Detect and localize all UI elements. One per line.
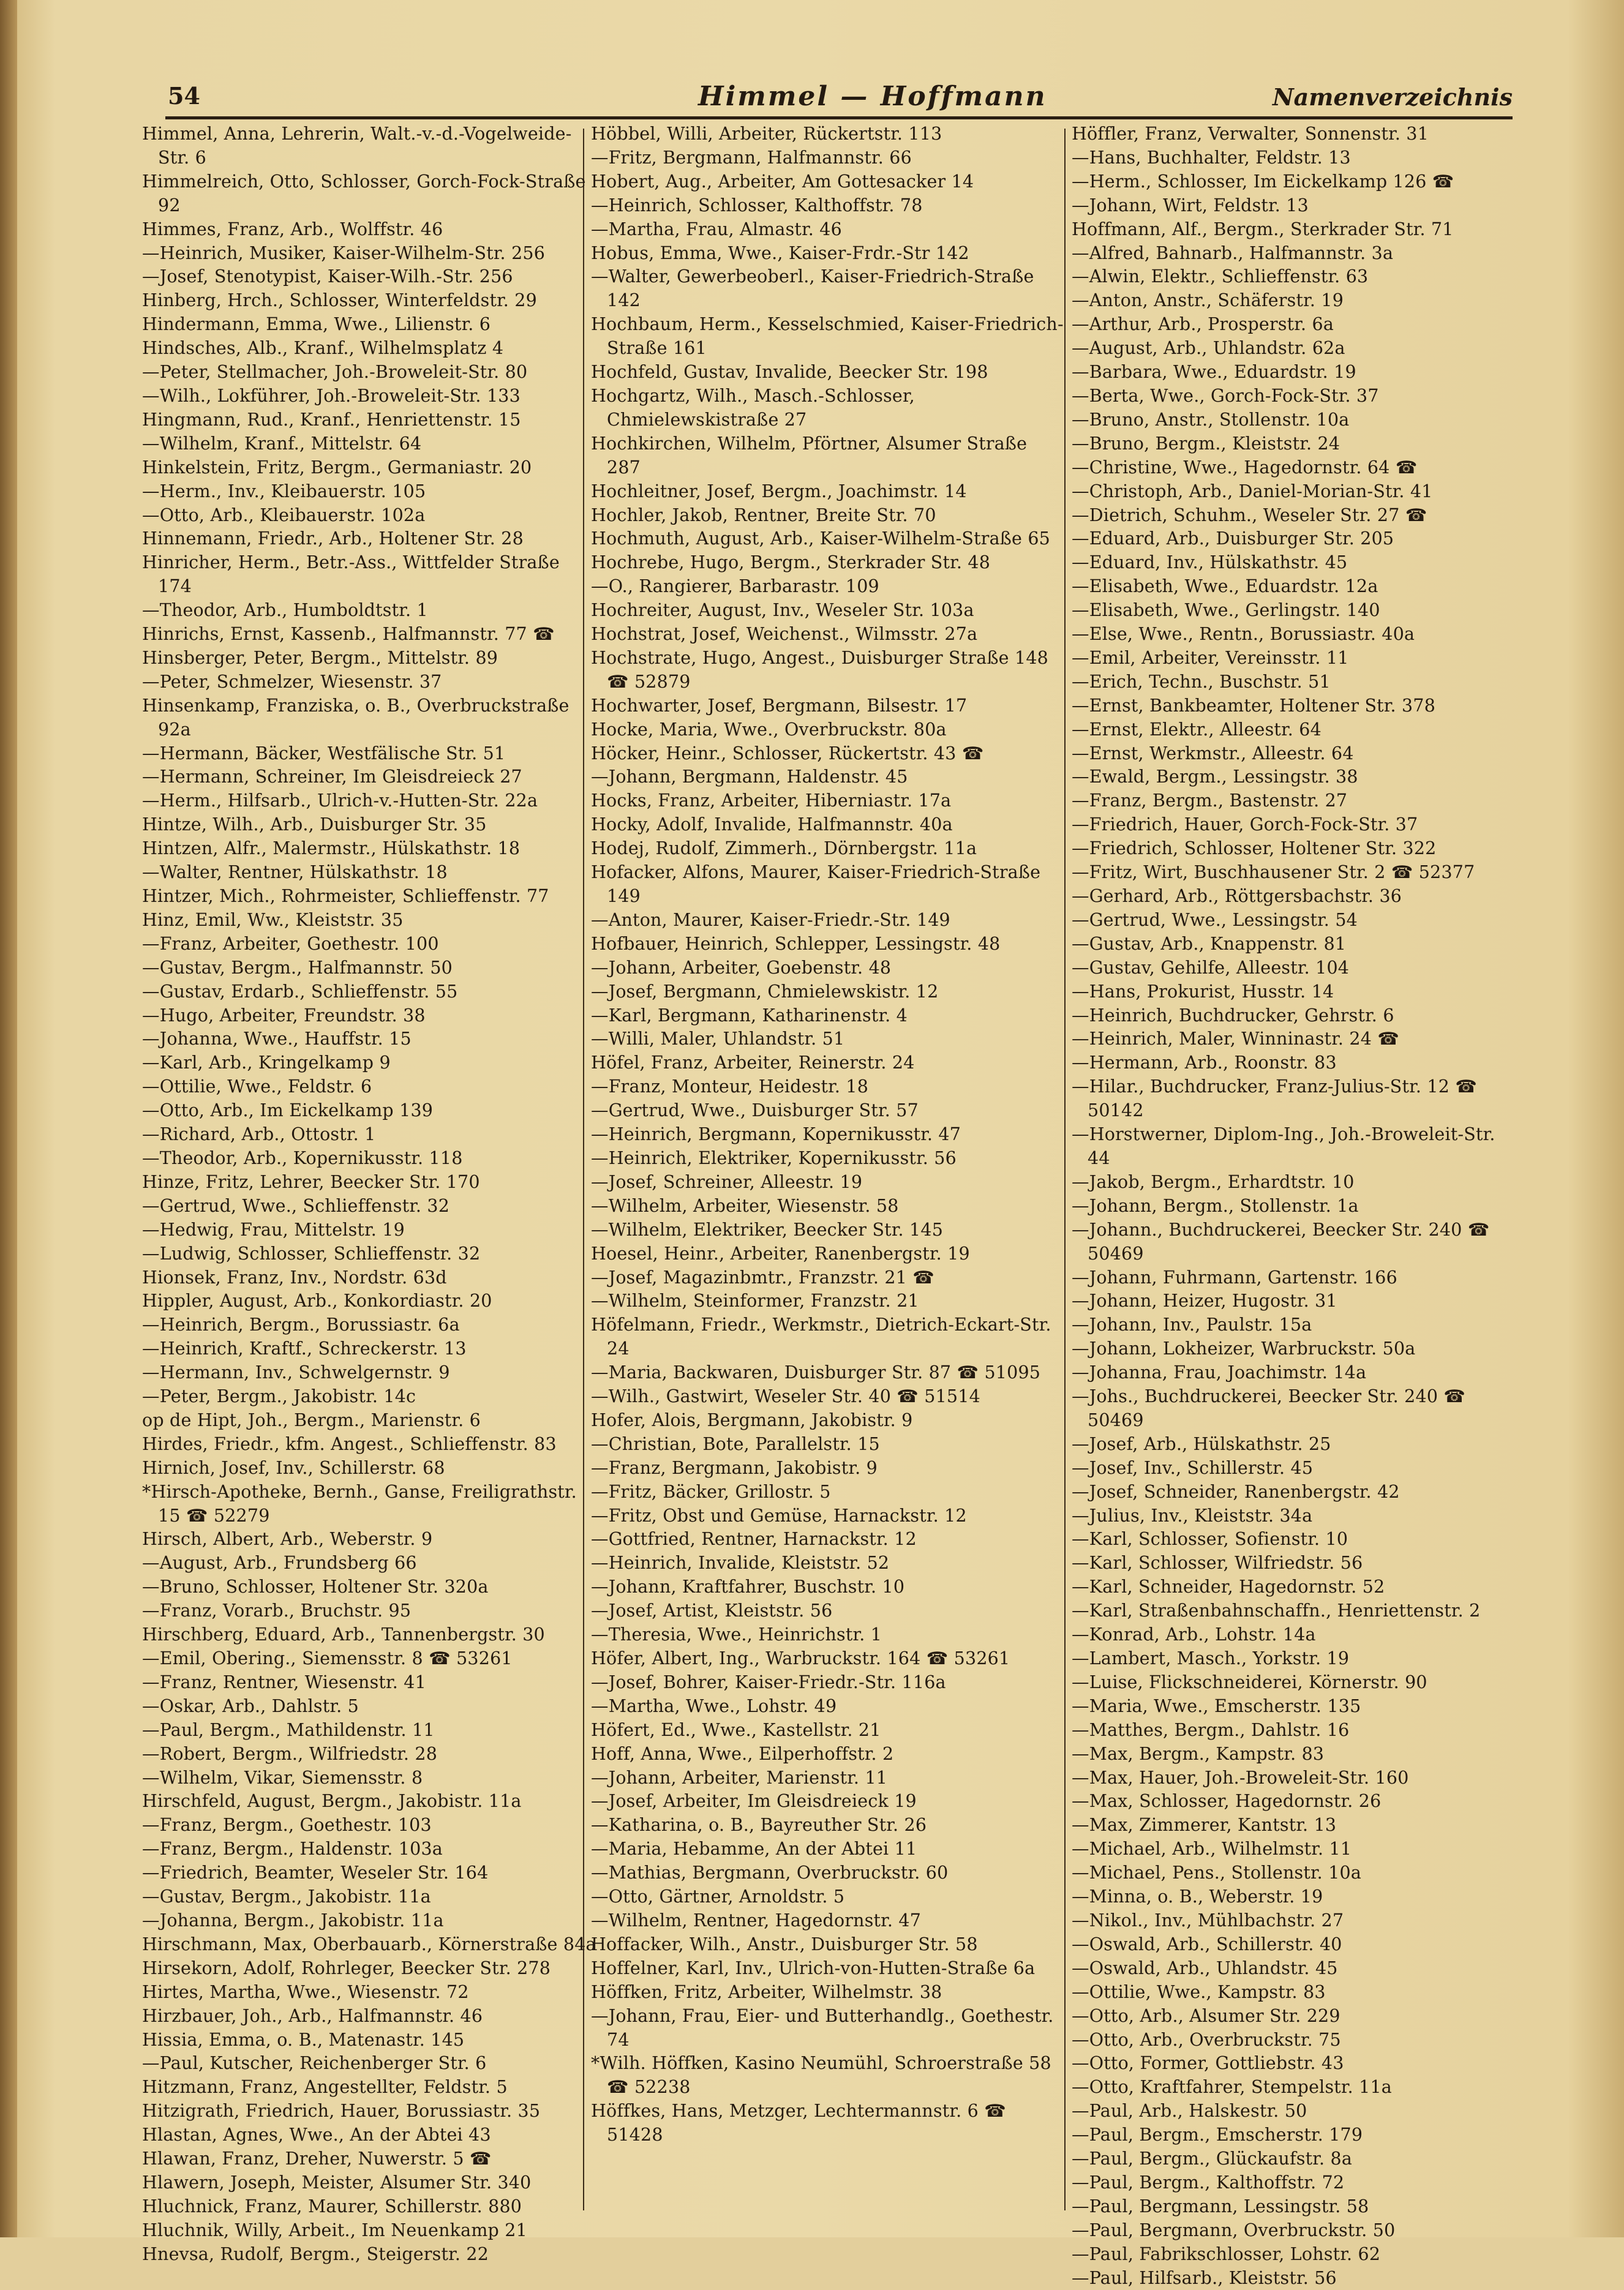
column-divider bbox=[1064, 129, 1066, 2210]
directory-entry: Hochleitner, Josef, Bergm., Joachimstr. 14 bbox=[591, 481, 967, 501]
directory-entry: —Christoph, Arb., Daniel-Morian-Str. 41 bbox=[1072, 481, 1433, 501]
column-3 bbox=[1072, 122, 1514, 2288]
directory-entry: —Paul, Bergmann, Lessingstr. 58 bbox=[1072, 2196, 1369, 2217]
directory-entry: —Emil, Arbeiter, Vereinsstr. 11 bbox=[1072, 647, 1349, 668]
directory-entry: —Christian, Bote, Parallelstr. 15 bbox=[591, 1433, 880, 1454]
directory-entry: Höfert, Ed., Wwe., Kastellstr. 21 bbox=[591, 1719, 881, 1740]
directory-entry: —Fritz, Bergmann, Halfmannstr. 66 bbox=[591, 147, 912, 168]
directory-entry: —Josef, Magazinbmtr., Franzstr. 21 ☎ bbox=[591, 1267, 934, 1288]
directory-entry: —Johann, Lokheizer, Warbruckstr. 50a bbox=[1072, 1338, 1416, 1359]
directory-entry: —Ernst, Elektr., Alleestr. 64 bbox=[1072, 719, 1321, 740]
directory-entry: Hinsberger, Peter, Bergm., Mittelstr. 89 bbox=[142, 647, 498, 668]
directory-entry: Hoffelner, Karl, Inv., Ulrich-von-Hutten-Straße 6a bbox=[591, 1958, 1036, 1978]
directory-entry: Hochfeld, Gustav, Invalide, Beecker Str. 198 bbox=[591, 362, 988, 383]
directory-entry: —Johanna, Frau, Joachimstr. 14a bbox=[1072, 1362, 1367, 1383]
directory-entry: Hinnemann, Friedr., Arb., Holtener Str. 28 bbox=[142, 528, 524, 549]
directory-entry: Hirtes, Martha, Wwe., Wiesenstr. 72 bbox=[142, 1981, 469, 2002]
directory-entry: —Emil, Obering., Siemensstr. 8 ☎ 53261 bbox=[142, 1648, 513, 1669]
directory-entry: —Oskar, Arb., Dahlstr. 5 bbox=[142, 1695, 359, 1716]
directory-entry: Höffler, Franz, Verwalter, Sonnenstr. 31 bbox=[1072, 124, 1429, 144]
directory-entry: —Josef, Arbeiter, Im Gleisdreieck 19 bbox=[591, 1791, 917, 1812]
directory-entry: —Johann, Kraftfahrer, Buschstr. 10 bbox=[591, 1577, 905, 1597]
directory-entry: Himmel, Anna, Lehrerin, Walt.-v.-d.-Vogelweide-Str. 6 bbox=[142, 124, 572, 168]
directory-entry: —Heinrich, Maler, Winninastr. 24 ☎ bbox=[1072, 1029, 1400, 1049]
directory-entry: —Hedwig, Frau, Mittelstr. 19 bbox=[142, 1219, 405, 1240]
directory-entry: Hindsches, Alb., Kranf., Wilhelmsplatz 4 bbox=[142, 338, 504, 359]
directory-entry: —Martha, Frau, Almastr. 46 bbox=[591, 219, 842, 239]
directory-entry: —Josef, Artist, Kleiststr. 56 bbox=[591, 1601, 833, 1621]
directory-entry: —Ernst, Bankbeamter, Holtener Str. 378 bbox=[1072, 695, 1436, 716]
directory-entry: Höffken, Fritz, Arbeiter, Wilhelmstr. 38 bbox=[591, 1981, 942, 2002]
directory-entry: —Josef, Stenotypist, Kaiser-Wilh.-Str. 256 bbox=[142, 266, 513, 287]
directory-entry: —Gustav, Bergm., Halfmannstr. 50 bbox=[142, 957, 453, 978]
directory-entry: —Hermann, Schreiner, Im Gleisdreieck 27 bbox=[142, 767, 522, 787]
directory-entry: —Arthur, Arb., Prosperstr. 6a bbox=[1072, 314, 1334, 335]
directory-entry: Hocky, Adolf, Invalide, Halfmannstr. 40a bbox=[591, 814, 953, 835]
directory-entry: Hinrichs, Ernst, Kassenb., Halfmannstr. 77 ☎ bbox=[142, 624, 555, 645]
directory-entry: Himmelreich, Otto, Schlosser, Gorch-Fock-Straße 92 bbox=[142, 171, 586, 216]
directory-entry: —Hermann, Inv., Schwelgernstr. 9 bbox=[142, 1362, 450, 1383]
directory-entry: Hinz, Emil, Ww., Kleiststr. 35 bbox=[142, 909, 404, 930]
directory-entry: —Gustav, Erdarb., Schlieffenstr. 55 bbox=[142, 981, 458, 1002]
book-spine-shadow bbox=[0, 0, 17, 2237]
directory-entry: —Eduard, Arb., Duisburger Str. 205 bbox=[1072, 528, 1394, 549]
directory-entry: Hocks, Franz, Arbeiter, Hiberniastr. 17a bbox=[591, 790, 952, 811]
directory-entry: Himmes, Franz, Arb., Wolffstr. 46 bbox=[142, 219, 443, 239]
directory-entry: —Peter, Bergm., Jakobistr. 14c bbox=[142, 1386, 416, 1407]
page-title: Himmel — Hoffmann bbox=[698, 81, 1047, 112]
directory-entry: —Michael, Pens., Stollenstr. 10a bbox=[1072, 1863, 1362, 1883]
directory-entry: —Karl, Bergmann, Katharinenstr. 4 bbox=[591, 1005, 908, 1026]
directory-entry: —Heinrich, Buchdrucker, Gehrstr. 6 bbox=[1072, 1005, 1394, 1026]
directory-entry: Hissia, Emma, o. B., Matenastr. 145 bbox=[142, 2029, 465, 2050]
directory-entry: Hlawern, Joseph, Meister, Alsumer Str. 340 bbox=[142, 2172, 532, 2193]
directory-entry: Hingmann, Rud., Kranf., Henriettenstr. 15 bbox=[142, 409, 521, 430]
directory-entry: *Wilh. Höffken, Kasino Neumühl, Schroerstraße 58 ☎ 52238 bbox=[591, 2053, 1051, 2098]
directory-entry: *Hirsch-Apotheke, Bernh., Ganse, Freiligrathstr. 15 ☎ 52279 bbox=[142, 1481, 577, 1526]
directory-entry: —Otto, Gärtner, Arnoldstr. 5 bbox=[591, 1886, 845, 1907]
directory-entry: —Heinrich, Invalide, Kleiststr. 52 bbox=[591, 1553, 890, 1574]
directory-entry: —Berta, Wwe., Gorch-Fock-Str. 37 bbox=[1072, 385, 1379, 406]
directory-entry: —Wilhelm, Vikar, Siemensstr. 8 bbox=[142, 1767, 423, 1788]
directory-entry: —Franz, Bergm., Haldenstr. 103a bbox=[142, 1839, 443, 1860]
directory-entry: —Franz, Bergmann, Jakobistr. 9 bbox=[591, 1457, 878, 1478]
directory-entry: —Franz, Bergm., Goethestr. 103 bbox=[142, 1815, 432, 1836]
directory-entry: —Maria, Wwe., Emscherstr. 135 bbox=[1072, 1695, 1361, 1716]
directory-entry: —Josef, Schreiner, Alleestr. 19 bbox=[591, 1171, 863, 1192]
directory-entry: —Otto, Arb., Im Eickelkamp 139 bbox=[142, 1100, 434, 1121]
directory-entry: —Paul, Hilfsarb., Kleiststr. 56 bbox=[1072, 2267, 1337, 2288]
directory-entry: Höfer, Albert, Ing., Warbruckstr. 164 ☎ 53261 bbox=[591, 1648, 1010, 1669]
directory-entry: —Karl, Straßenbahnschaffn., Henriettenstr. 2 bbox=[1072, 1601, 1481, 1621]
directory-entry: —Paul, Bergmann, Overbruckstr. 50 bbox=[1072, 2220, 1396, 2240]
directory-entry: —Robert, Bergm., Wilfriedstr. 28 bbox=[142, 1743, 438, 1764]
directory-entry: —Gertrud, Wwe., Lessingstr. 54 bbox=[1072, 909, 1358, 930]
directory-entry: —Lambert, Masch., Yorkstr. 19 bbox=[1072, 1648, 1350, 1669]
directory-entry: —Luise, Flickschneiderei, Körnerstr. 90 bbox=[1072, 1672, 1427, 1692]
directory-entry: Hobus, Emma, Wwe., Kaiser-Frdr.-Str 142 bbox=[591, 242, 969, 263]
directory-entry: —Hans, Buchhalter, Feldstr. 13 bbox=[1072, 147, 1351, 168]
directory-entry: —Hilar., Buchdrucker, Franz-Julius-Str. 12 ☎ 50142 bbox=[1072, 1076, 1478, 1121]
directory-entry: —Heinrich, Bergmann, Kopernikusstr. 47 bbox=[591, 1124, 961, 1145]
directory-entry: Hochbaum, Herm., Kesselschmied, Kaiser-Friedrich-Straße 161 bbox=[591, 314, 1064, 359]
directory-entry: —Ottilie, Wwe., Feldstr. 6 bbox=[142, 1076, 372, 1097]
directory-entry: —Theodor, Arb., Humboldtstr. 1 bbox=[142, 600, 428, 621]
directory-entry: —Paul, Kutscher, Reichenberger Str. 6 bbox=[142, 2053, 487, 2074]
directory-entry: —Paul, Fabrikschlosser, Lohstr. 62 bbox=[1072, 2243, 1381, 2264]
directory-entry: —Herm., Inv., Kleibauerstr. 105 bbox=[142, 481, 426, 501]
directory-entry: —Johann., Buchdruckerei, Beecker Str. 240 ☎ 50469 bbox=[1072, 1219, 1490, 1264]
directory-entry: Höbbel, Willi, Arbeiter, Rückertstr. 113 bbox=[591, 124, 942, 144]
directory-entry: Hochwarter, Josef, Bergmann, Bilsestr. 17 bbox=[591, 695, 968, 716]
directory-entry: Hluchnik, Willy, Arbeit., Im Neuenkamp 21 bbox=[142, 2220, 527, 2240]
directory-entry: —Wilhelm, Elektriker, Beecker Str. 145 bbox=[591, 1219, 944, 1240]
directory-entry: —Franz, Rentner, Wiesenstr. 41 bbox=[142, 1672, 426, 1692]
directory-entry: Hionsek, Franz, Inv., Nordstr. 63d bbox=[142, 1267, 447, 1288]
directory-entry: —Peter, Stellmacher, Joh.-Broweleit-Str. 80 bbox=[142, 362, 528, 383]
directory-entry: Hochstrat, Josef, Weichenst., Wilmsstr. 27a bbox=[591, 624, 978, 645]
directory-entry: —Josef, Arb., Hülskathstr. 25 bbox=[1072, 1433, 1331, 1454]
directory-entry: Hoesel, Heinr., Arbeiter, Ranenbergstr. 19 bbox=[591, 1243, 970, 1264]
directory-entry: —Friedrich, Hauer, Gorch-Fock-Str. 37 bbox=[1072, 814, 1418, 835]
directory-entry: —Erich, Techn., Buschstr. 51 bbox=[1072, 671, 1331, 692]
directory-entry: —Ottilie, Wwe., Kampstr. 83 bbox=[1072, 1981, 1326, 2002]
directory-entry: —Dietrich, Schuhm., Weseler Str. 27 ☎ bbox=[1072, 505, 1427, 525]
directory-entry: —Horstwerner, Diplom-Ing., Joh.-Broweleit-Str. 44 bbox=[1072, 1124, 1495, 1168]
directory-entry: —Hugo, Arbeiter, Freundstr. 38 bbox=[142, 1005, 426, 1026]
directory-entry: Hinkelstein, Fritz, Bergm., Germaniastr. 20 bbox=[142, 457, 532, 478]
directory-entry: —Paul, Bergm., Kalthoffstr. 72 bbox=[1072, 2172, 1345, 2193]
directory-entry: Höfel, Franz, Arbeiter, Reinerstr. 24 bbox=[591, 1053, 915, 1073]
directory-entry: —Karl, Schlosser, Wilfriedstr. 56 bbox=[1072, 1553, 1363, 1574]
directory-entry: Hocke, Maria, Wwe., Overbruckstr. 80a bbox=[591, 719, 947, 740]
directory-entry: —Friedrich, Beamter, Weseler Str. 164 bbox=[142, 1863, 489, 1883]
directory-entry: Hochrebe, Hugo, Bergm., Sterkrader Str. 48 bbox=[591, 552, 991, 573]
directory-entry: —Otto, Arb., Kleibauerstr. 102a bbox=[142, 505, 426, 525]
directory-entry: —Franz, Vorarb., Bruchstr. 95 bbox=[142, 1601, 412, 1621]
page-header bbox=[165, 80, 1513, 119]
directory-entry: —Hans, Prokurist, Husstr. 14 bbox=[1072, 981, 1334, 1002]
directory-entry: Hodej, Rudolf, Zimmerh., Dörnbergstr. 11a bbox=[591, 838, 977, 859]
directory-entry: —Max, Hauer, Joh.-Broweleit-Str. 160 bbox=[1072, 1767, 1409, 1788]
directory-entry: Höcker, Heinr., Schlosser, Rückertstr. 43 ☎ bbox=[591, 743, 984, 764]
directory-entry: —Gustav, Bergm., Jakobistr. 11a bbox=[142, 1886, 431, 1907]
directory-entry: —Johann, Fuhrmann, Gartenstr. 166 bbox=[1072, 1267, 1397, 1288]
directory-entry: —Gustav, Gehilfe, Alleestr. 104 bbox=[1072, 957, 1350, 978]
directory-entry: Hitzmann, Franz, Angestellter, Feldstr. 5 bbox=[142, 2077, 508, 2098]
page-number: 54 bbox=[168, 82, 200, 110]
directory-entry: Hindermann, Emma, Wwe., Lilienstr. 6 bbox=[142, 314, 491, 335]
directory-entry: —Franz, Arbeiter, Goethestr. 100 bbox=[142, 933, 439, 954]
directory-entry: Hirsch, Albert, Arb., Weberstr. 9 bbox=[142, 1529, 433, 1550]
section-title: Namenverzeichnis bbox=[1272, 83, 1513, 111]
directory-entry: Hirsekorn, Adolf, Rohrleger, Beecker Str. 278 bbox=[142, 1958, 551, 1978]
directory-entry: Hoff, Anna, Wwe., Eilperhoffstr. 2 bbox=[591, 1743, 894, 1764]
directory-entry: —Johs., Buchdruckerei, Beecker Str. 240 ☎ 50469 bbox=[1072, 1386, 1466, 1430]
directory-entry: —Elisabeth, Wwe., Eduardstr. 12a bbox=[1072, 576, 1378, 597]
directory-entry: —Fritz, Wirt, Buschhausener Str. 2 ☎ 52377 bbox=[1072, 862, 1475, 883]
directory-entry: Hippler, August, Arb., Konkordiastr. 20 bbox=[142, 1291, 492, 1312]
directory-entry: —Barbara, Wwe., Eduardstr. 19 bbox=[1072, 362, 1356, 383]
directory-entry: —Karl, Arb., Kringelkamp 9 bbox=[142, 1053, 391, 1073]
directory-entry: —Johann, Inv., Paulstr. 15a bbox=[1072, 1315, 1312, 1335]
directory-entry: —Hermann, Arb., Roonstr. 83 bbox=[1072, 1053, 1337, 1073]
directory-entry: —Gottfried, Rentner, Harnackstr. 12 bbox=[591, 1529, 917, 1550]
directory-entry: —Alwin, Elektr., Schlieffenstr. 63 bbox=[1072, 266, 1369, 287]
directory-entry: —Willi, Maler, Uhlandstr. 51 bbox=[591, 1029, 845, 1049]
directory-entry: —Wilhelm, Rentner, Hagedornstr. 47 bbox=[591, 1910, 922, 1931]
directory-entry: Hochkirchen, Wilhelm, Pförtner, Alsumer Straße 287 bbox=[591, 433, 1028, 478]
directory-entry: —Wilhelm, Steinformer, Franzstr. 21 bbox=[591, 1291, 919, 1312]
directory-entry: —Heinrich, Schlosser, Kalthoffstr. 78 bbox=[591, 195, 923, 216]
directory-entry: Hnevsa, Rudolf, Bergm., Steigerstr. 22 bbox=[142, 2243, 489, 2264]
directory-entry: —Katharina, o. B., Bayreuther Str. 26 bbox=[591, 1815, 927, 1836]
directory-entry: —Josef, Schneider, Ranenbergstr. 42 bbox=[1072, 1481, 1400, 1502]
directory-entry: —Peter, Schmelzer, Wiesenstr. 37 bbox=[142, 671, 442, 692]
directory-entry: Hintze, Wilh., Arb., Duisburger Str. 35 bbox=[142, 814, 487, 835]
directory-entry: —Heinrich, Bergm., Borussiastr. 6a bbox=[142, 1315, 460, 1335]
directory-entry: —Oswald, Arb., Schillerstr. 40 bbox=[1072, 1934, 1342, 1954]
directory-entry: —Otto, Former, Gottliebstr. 43 bbox=[1072, 2053, 1344, 2074]
directory-entry: —Alfred, Bahnarb., Halfmannstr. 3a bbox=[1072, 242, 1394, 263]
directory-entry: —Max, Schlosser, Hagedornstr. 26 bbox=[1072, 1791, 1382, 1812]
directory-entry: Hochreiter, August, Inv., Weseler Str. 103a bbox=[591, 600, 974, 621]
directory-entry: Höffkes, Hans, Metzger, Lechtermannstr. 6 ☎ 51428 bbox=[591, 2101, 1006, 2145]
directory-entry: —Theresia, Wwe., Heinrichstr. 1 bbox=[591, 1624, 882, 1645]
directory-entry: Hochgartz, Wilh., Masch.-Schlosser, Chmielewskistraße 27 bbox=[591, 385, 915, 430]
directory-entry: —Christine, Wwe., Hagedornstr. 64 ☎ bbox=[1072, 457, 1418, 478]
directory-entry: —Johann, Frau, Eier- und Butterhandlg., Goethestr. 74 bbox=[591, 2005, 1054, 2050]
directory-entry: —Ludwig, Schlosser, Schlieffenstr. 32 bbox=[142, 1243, 481, 1264]
directory-entry: —Elisabeth, Wwe., Gerlingstr. 140 bbox=[1072, 600, 1380, 621]
directory-entry: Hitzigrath, Friedrich, Hauer, Borussiastr. 35 bbox=[142, 2101, 541, 2122]
directory-entry: —Eduard, Inv., Hülskathstr. 45 bbox=[1072, 552, 1348, 573]
directory-entry: Hinsenkamp, Franziska, o. B., Overbruckstraße 92a bbox=[142, 695, 570, 740]
directory-entry: —Maria, Hebamme, An der Abtei 11 bbox=[591, 1839, 917, 1860]
directory-entry: —Otto, Kraftfahrer, Stempelstr. 11a bbox=[1072, 2077, 1392, 2098]
directory-entry: Hochmuth, August, Arb., Kaiser-Wilhelm-Straße 65 bbox=[591, 528, 1051, 549]
directory-entry: —Max, Bergm., Kampstr. 83 bbox=[1072, 1743, 1325, 1764]
directory-entry: —Konrad, Arb., Lohstr. 14a bbox=[1072, 1624, 1316, 1645]
directory-entry: —Mathias, Bergmann, Overbruckstr. 60 bbox=[591, 1863, 949, 1883]
directory-entry: Hluchnick, Franz, Maurer, Schillerstr. 880 bbox=[142, 2196, 522, 2217]
directory-entry: Hlawan, Franz, Dreher, Nuwerstr. 5 ☎ bbox=[142, 2149, 492, 2169]
directory-entry: Hochstrate, Hugo, Angest., Duisburger Straße 148 ☎ 52879 bbox=[591, 647, 1049, 692]
directory-entry: Hofacker, Alfons, Maurer, Kaiser-Friedrich-Straße 149 bbox=[591, 862, 1041, 906]
directory-entry: —Johanna, Bergm., Jakobistr. 11a bbox=[142, 1910, 444, 1931]
directory-entry: —Jakob, Bergm., Erhardtstr. 10 bbox=[1072, 1171, 1355, 1192]
directory-entry: —Karl, Schlosser, Sofienstr. 10 bbox=[1072, 1529, 1348, 1550]
directory-entry: —Paul, Bergm., Emscherstr. 179 bbox=[1072, 2125, 1363, 2145]
directory-entry: —Josef, Bohrer, Kaiser-Friedr.-Str. 116a bbox=[591, 1672, 946, 1692]
directory-entry: —O., Rangierer, Barbarastr. 109 bbox=[591, 576, 879, 597]
directory-entry: Hirschberg, Eduard, Arb., Tannenbergstr. 30 bbox=[142, 1624, 545, 1645]
directory-entry: Hirdes, Friedr., kfm. Angest., Schlieffenstr. 83 bbox=[142, 1433, 557, 1454]
directory-entry: op de Hipt, Joh., Bergm., Marienstr. 6 bbox=[142, 1410, 481, 1430]
directory-entry: —Paul, Bergm., Mathildenstr. 11 bbox=[142, 1719, 435, 1740]
directory-entry: Hirschmann, Max, Oberbauarb., Körnerstraße 84a bbox=[142, 1934, 596, 1954]
directory-entry: —Maria, Backwaren, Duisburger Str. 87 ☎ 51095 bbox=[591, 1362, 1041, 1383]
directory-entry: —Bruno, Anstr., Stollenstr. 10a bbox=[1072, 409, 1350, 430]
directory-entry: —Anton, Anstr., Schäferstr. 19 bbox=[1072, 290, 1344, 311]
directory-entry: —Johann, Arbeiter, Marienstr. 11 bbox=[591, 1767, 888, 1788]
column-1 bbox=[142, 122, 596, 2264]
directory-entry: —Hermann, Bäcker, Westfälische Str. 51 bbox=[142, 743, 506, 764]
directory-entry: —Fritz, Bäcker, Grillostr. 5 bbox=[591, 1481, 831, 1502]
directory-entry: —Paul, Arb., Halskestr. 50 bbox=[1072, 2101, 1307, 2122]
directory-entry: —Herm., Hilfsarb., Ulrich-v.-Hutten-Str. 22a bbox=[142, 790, 538, 811]
directory-entry: —Michael, Arb., Wilhelmstr. 11 bbox=[1072, 1839, 1352, 1860]
directory-entry: —Otto, Arb., Overbruckstr. 75 bbox=[1072, 2029, 1341, 2050]
directory-entry: —Johann, Arbeiter, Goebenstr. 48 bbox=[591, 957, 892, 978]
directory-entry: —Bruno, Schlosser, Holtener Str. 320a bbox=[142, 1577, 489, 1597]
directory-entry: —Julius, Inv., Kleiststr. 34a bbox=[1072, 1505, 1313, 1526]
directory-entry: —Wilh., Gastwirt, Weseler Str. 40 ☎ 51514 bbox=[591, 1386, 980, 1407]
directory-entry: —Johanna, Wwe., Hauffstr. 15 bbox=[142, 1029, 412, 1049]
directory-entry: Hirschfeld, August, Bergm., Jakobistr. 11a bbox=[142, 1791, 522, 1812]
directory-entry: —Minna, o. B., Weberstr. 19 bbox=[1072, 1886, 1323, 1907]
directory-entry: Hinricher, Herm., Betr.-Ass., Wittfelder Straße 174 bbox=[142, 552, 560, 597]
directory-entry: Hobert, Aug., Arbeiter, Am Gottesacker 14 bbox=[591, 171, 974, 192]
directory-entry: —Anton, Maurer, Kaiser-Friedr.-Str. 149 bbox=[591, 909, 950, 930]
directory-entry: —Nikol., Inv., Mühlbachstr. 27 bbox=[1072, 1910, 1344, 1931]
directory-entry: —Walter, Gewerbeoberl., Kaiser-Friedrich-Straße 142 bbox=[591, 266, 1034, 311]
directory-entry: —Josef, Bergmann, Chmielewskistr. 12 bbox=[591, 981, 939, 1002]
directory-entry: —Heinrich, Kraftf., Schreckerstr. 13 bbox=[142, 1338, 467, 1359]
directory-entry: —Heinrich, Musiker, Kaiser-Wilhelm-Str. 256 bbox=[142, 242, 546, 263]
directory-entry: —Gertrud, Wwe., Duisburger Str. 57 bbox=[591, 1100, 919, 1121]
directory-entry: —Fritz, Obst und Gemüse, Harnackstr. 12 bbox=[591, 1505, 967, 1526]
directory-entry: —Paul, Bergm., Glückaufstr. 8a bbox=[1072, 2149, 1353, 2169]
directory-entry: Hoffmann, Alf., Bergm., Sterkrader Str. 71 bbox=[1072, 219, 1454, 239]
directory-entry: —Herm., Schlosser, Im Eickelkamp 126 ☎ bbox=[1072, 171, 1454, 192]
directory-entry: —Gerhard, Arb., Röttgersbachstr. 36 bbox=[1072, 886, 1402, 906]
directory-entry: Hochler, Jakob, Rentner, Breite Str. 70 bbox=[591, 505, 936, 525]
directory-entry: —Heinrich, Elektriker, Kopernikusstr. 56 bbox=[591, 1147, 957, 1168]
directory-entry: —Ernst, Werkmstr., Alleestr. 64 bbox=[1072, 743, 1354, 764]
directory-entry: Hirzbauer, Joh., Arb., Halfmannstr. 46 bbox=[142, 2005, 483, 2026]
directory-entry: —Theodor, Arb., Kopernikusstr. 118 bbox=[142, 1147, 463, 1168]
directory-entry: Höfelmann, Friedr., Werkmstr., Dietrich-Eckart-Str. 24 bbox=[591, 1315, 1051, 1359]
directory-entry: Hintzer, Mich., Rohrmeister, Schlieffenstr. 77 bbox=[142, 886, 549, 906]
directory-entry: —Max, Zimmerer, Kantstr. 13 bbox=[1072, 1815, 1337, 1836]
directory-entry: —Martha, Wwe., Lohstr. 49 bbox=[591, 1695, 837, 1716]
directory-entry: —Gertrud, Wwe., Schlieffenstr. 32 bbox=[142, 1195, 450, 1216]
column-2 bbox=[591, 122, 1064, 2217]
directory-entry: Hintzen, Alfr., Malermstr., Hülskathstr. 18 bbox=[142, 838, 521, 859]
directory-entry: —Friedrich, Schlosser, Holtener Str. 322 bbox=[1072, 838, 1437, 859]
directory-entry: —Johann, Bergm., Stollenstr. 1a bbox=[1072, 1195, 1359, 1216]
directory-entry: —Walter, Rentner, Hülskathstr. 18 bbox=[142, 862, 448, 883]
directory-entry: —Ewald, Bergm., Lessingstr. 38 bbox=[1072, 767, 1358, 787]
directory-entry: —Else, Wwe., Rentn., Borussiastr. 40a bbox=[1072, 624, 1415, 645]
directory-entry: —Richard, Arb., Ottostr. 1 bbox=[142, 1124, 376, 1145]
directory-entry: —Johann, Wirt, Feldstr. 13 bbox=[1072, 195, 1309, 216]
directory-entry: —Matthes, Bergm., Dahlstr. 16 bbox=[1072, 1719, 1350, 1740]
directory-entry: —August, Arb., Frundsberg 66 bbox=[142, 1553, 417, 1574]
directory-entry: Hofbauer, Heinrich, Schlepper, Lessingstr. 48 bbox=[591, 933, 1001, 954]
directory-entry: —Otto, Arb., Alsumer Str. 229 bbox=[1072, 2005, 1340, 2026]
directory-entry: —Wilhelm, Kranf., Mittelstr. 64 bbox=[142, 433, 422, 454]
directory-entry: —Gustav, Arb., Knappenstr. 81 bbox=[1072, 933, 1347, 954]
directory-entry: —Wilhelm, Arbeiter, Wiesenstr. 58 bbox=[591, 1195, 899, 1216]
directory-entry: Hirnich, Josef, Inv., Schillerstr. 68 bbox=[142, 1457, 445, 1478]
directory-entry: —Josef, Inv., Schillerstr. 45 bbox=[1072, 1457, 1314, 1478]
directory-entry: Hlastan, Agnes, Wwe., An der Abtei 43 bbox=[142, 2125, 491, 2145]
directory-entry: Hofer, Alois, Bergmann, Jakobistr. 9 bbox=[591, 1410, 913, 1430]
directory-entry: Hoffacker, Wilh., Anstr., Duisburger Str. 58 bbox=[591, 1934, 978, 1954]
directory-entry: —Johann, Bergmann, Haldenstr. 45 bbox=[591, 767, 908, 787]
directory-entry: —Karl, Schneider, Hagedornstr. 52 bbox=[1072, 1577, 1385, 1597]
directory-entry: —Oswald, Arb., Uhlandstr. 45 bbox=[1072, 1958, 1338, 1978]
directory-entry: Hinberg, Hrch., Schlosser, Winterfeldstr. 29 bbox=[142, 290, 537, 311]
directory-entry: Hinze, Fritz, Lehrer, Beecker Str. 170 bbox=[142, 1171, 480, 1192]
directory-entry: —Johann, Heizer, Hugostr. 31 bbox=[1072, 1291, 1337, 1312]
directory-entry: —Franz, Bergm., Bastenstr. 27 bbox=[1072, 790, 1348, 811]
directory-entry: —Franz, Monteur, Heidestr. 18 bbox=[591, 1076, 869, 1097]
directory-entry: —August, Arb., Uhlandstr. 62a bbox=[1072, 338, 1345, 359]
directory-entry: —Bruno, Bergm., Kleiststr. 24 bbox=[1072, 433, 1340, 454]
directory-entry: —Wilh., Lokführer, Joh.-Broweleit-Str. 133 bbox=[142, 385, 521, 406]
